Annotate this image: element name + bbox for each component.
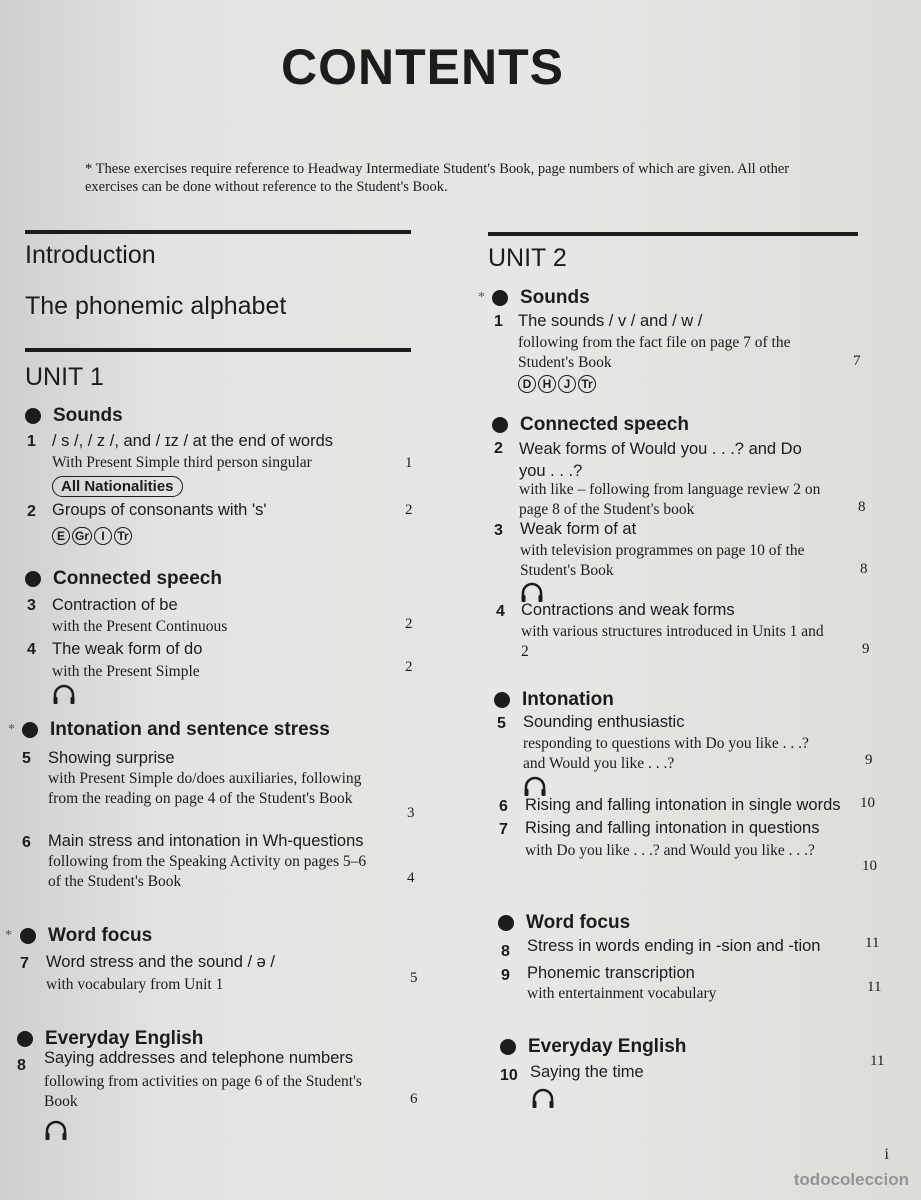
item-number: 7 bbox=[499, 821, 508, 838]
section-word-focus: Word focus bbox=[498, 912, 630, 934]
item-desc: With Present Simple third person singular bbox=[52, 454, 312, 471]
page-number: 8 bbox=[858, 499, 866, 515]
page-number: 2 bbox=[405, 659, 413, 675]
section-word-focus: Word focus bbox=[20, 925, 152, 947]
item-title: / s /, / z /, and / ɪz / at the end of words bbox=[52, 432, 334, 450]
unit-1-heading: UNIT 1 bbox=[25, 363, 104, 391]
divider-rule bbox=[25, 348, 411, 352]
page-number: 4 bbox=[407, 870, 415, 886]
section-sounds: Sounds bbox=[25, 405, 123, 427]
item-desc: with Present Simple do/does auxiliaries, following from the reading on page 4 of the Student's Book bbox=[48, 770, 362, 807]
bullet-icon bbox=[25, 571, 41, 587]
nationality-badge: All Nationalities bbox=[52, 476, 183, 497]
page-number: 1 bbox=[405, 455, 413, 471]
page-title: CONTENTS bbox=[281, 39, 564, 95]
headphones-icon bbox=[52, 684, 76, 706]
item-title: Phonemic transcription bbox=[527, 964, 695, 982]
code-badge: Tr bbox=[578, 375, 596, 393]
code-badge: J bbox=[558, 375, 576, 393]
item-title: Showing surprise bbox=[48, 749, 175, 767]
item-title: Weak form of at bbox=[520, 520, 637, 538]
headphones-icon bbox=[523, 776, 547, 798]
item-desc: following from the fact file on page 7 of the Student's Book bbox=[518, 334, 791, 371]
page-number: 6 bbox=[410, 1091, 418, 1107]
reference-note: * These exercises require reference to Headway Intermediate Student's Book, page numbers of which are given. All other exercises can be done without reference to the Student's Book. bbox=[85, 161, 790, 195]
item-number: 2 bbox=[494, 440, 503, 457]
bullet-icon bbox=[17, 1031, 33, 1047]
item-desc: with the Present Continuous bbox=[52, 618, 228, 635]
item-desc: with Do you like . . .? and Would you like . . .? bbox=[525, 842, 815, 859]
item-title: Stress in words ending in -sion and -tion bbox=[527, 937, 821, 955]
divider-rule bbox=[488, 232, 858, 236]
page-number: 7 bbox=[853, 353, 861, 369]
bullet-icon bbox=[25, 408, 41, 424]
code-badge: Gr bbox=[72, 527, 92, 545]
section-everyday-english: Everyday English bbox=[500, 1036, 686, 1058]
bullet-icon bbox=[22, 722, 38, 738]
item-number: 5 bbox=[497, 715, 506, 732]
section-everyday-english: Everyday English bbox=[17, 1028, 203, 1050]
item-number: 6 bbox=[22, 834, 31, 851]
item-title: Contraction of be bbox=[52, 596, 178, 614]
item-title: The sounds / v / and / w / bbox=[518, 312, 703, 330]
item-desc: with television programmes on page 10 of the Student's Book bbox=[520, 542, 805, 579]
item-desc: with like – following from language review 2 on page 8 of the Student's book bbox=[519, 481, 821, 518]
item-number: 7 bbox=[20, 955, 29, 972]
star-marker: * bbox=[478, 290, 485, 305]
item-number: 5 bbox=[22, 750, 31, 767]
item-number: 4 bbox=[496, 603, 505, 620]
headphones-icon bbox=[44, 1120, 68, 1142]
section-intonation: Intonation bbox=[494, 689, 614, 711]
page-number: 8 bbox=[860, 561, 868, 577]
item-desc: following from the Speaking Activity on pages 5–6 of the Student's Book bbox=[48, 853, 367, 890]
page-number: 3 bbox=[407, 805, 415, 821]
watermark: todocoleccion bbox=[793, 1170, 909, 1189]
item-desc: responding to questions with Do you like . . .? and Would you like . . .? bbox=[523, 735, 809, 772]
item-title: The weak form of do bbox=[52, 640, 203, 658]
item-number: 1 bbox=[27, 433, 36, 450]
item-title: Saying addresses and telephone numbers bbox=[44, 1049, 354, 1067]
item-title: Groups of consonants with 's' bbox=[52, 501, 267, 519]
item-title: Sounding enthusiastic bbox=[523, 713, 685, 731]
section-sounds: Sounds bbox=[492, 287, 590, 309]
item-number: 3 bbox=[27, 597, 36, 614]
code-badge: Tr bbox=[114, 527, 132, 545]
page-number: 10 bbox=[860, 795, 875, 811]
bullet-icon bbox=[500, 1039, 516, 1055]
code-badge: D bbox=[518, 375, 536, 393]
page-number: 2 bbox=[405, 616, 413, 632]
page-number: 5 bbox=[410, 970, 418, 986]
item-number: 8 bbox=[501, 943, 510, 960]
section-intonation-stress: Intonation and sentence stress bbox=[22, 719, 330, 741]
item-desc: with various structures introduced in Units 1 and 2 bbox=[521, 623, 824, 660]
unit-2-heading: UNIT 2 bbox=[488, 244, 567, 272]
item-number: 1 bbox=[494, 313, 503, 330]
headphones-icon bbox=[531, 1088, 555, 1110]
item-desc: following from activities on page 6 of the Student's Book bbox=[44, 1073, 362, 1110]
section-connected-speech: Connected speech bbox=[25, 568, 222, 590]
item-title: Saying the time bbox=[530, 1063, 644, 1081]
item-title: Weak forms of Would you . . .? and Do you . . .? bbox=[519, 440, 802, 480]
code-badge: E bbox=[52, 527, 70, 545]
page-roman-number: i bbox=[884, 1146, 889, 1163]
page-number: 9 bbox=[865, 752, 873, 768]
star-marker: * bbox=[5, 928, 12, 943]
item-title: Rising and falling intonation in questions bbox=[525, 819, 820, 837]
bullet-icon bbox=[492, 417, 508, 433]
star-marker: * bbox=[8, 722, 15, 737]
nationality-codes bbox=[52, 527, 132, 545]
bullet-icon bbox=[494, 692, 510, 708]
item-desc: with the Present Simple bbox=[52, 663, 200, 680]
page-number: 2 bbox=[405, 502, 413, 518]
item-title: Contractions and weak forms bbox=[521, 601, 735, 619]
page-number: 11 bbox=[867, 979, 882, 995]
bullet-icon bbox=[492, 290, 508, 306]
item-number: 10 bbox=[500, 1067, 518, 1084]
page-number: 10 bbox=[862, 858, 877, 874]
item-title: Word stress and the sound / ə / bbox=[46, 953, 275, 971]
nationality-codes bbox=[518, 375, 596, 393]
page-number: 11 bbox=[870, 1053, 885, 1069]
code-badge: H bbox=[538, 375, 556, 393]
phonemic-heading: The phonemic alphabet bbox=[25, 292, 287, 320]
item-title: Rising and falling intonation in single words bbox=[525, 796, 841, 814]
item-number: 8 bbox=[17, 1057, 26, 1074]
page-number: 9 bbox=[862, 641, 870, 657]
bullet-icon bbox=[498, 915, 514, 931]
item-number: 9 bbox=[501, 967, 510, 984]
page-number: 11 bbox=[865, 935, 880, 951]
item-number: 3 bbox=[494, 522, 503, 539]
code-badge: I bbox=[94, 527, 112, 545]
item-desc: with entertainment vocabulary bbox=[527, 985, 717, 1002]
item-desc: with vocabulary from Unit 1 bbox=[46, 976, 224, 993]
item-number: 6 bbox=[499, 798, 508, 815]
item-title: Main stress and intonation in Wh-questions bbox=[48, 832, 364, 850]
item-number: 4 bbox=[27, 641, 36, 658]
bullet-icon bbox=[20, 928, 36, 944]
item-number: 2 bbox=[27, 503, 36, 520]
section-connected-speech: Connected speech bbox=[492, 414, 689, 436]
intro-heading: Introduction bbox=[25, 241, 156, 269]
divider-rule bbox=[25, 230, 411, 234]
